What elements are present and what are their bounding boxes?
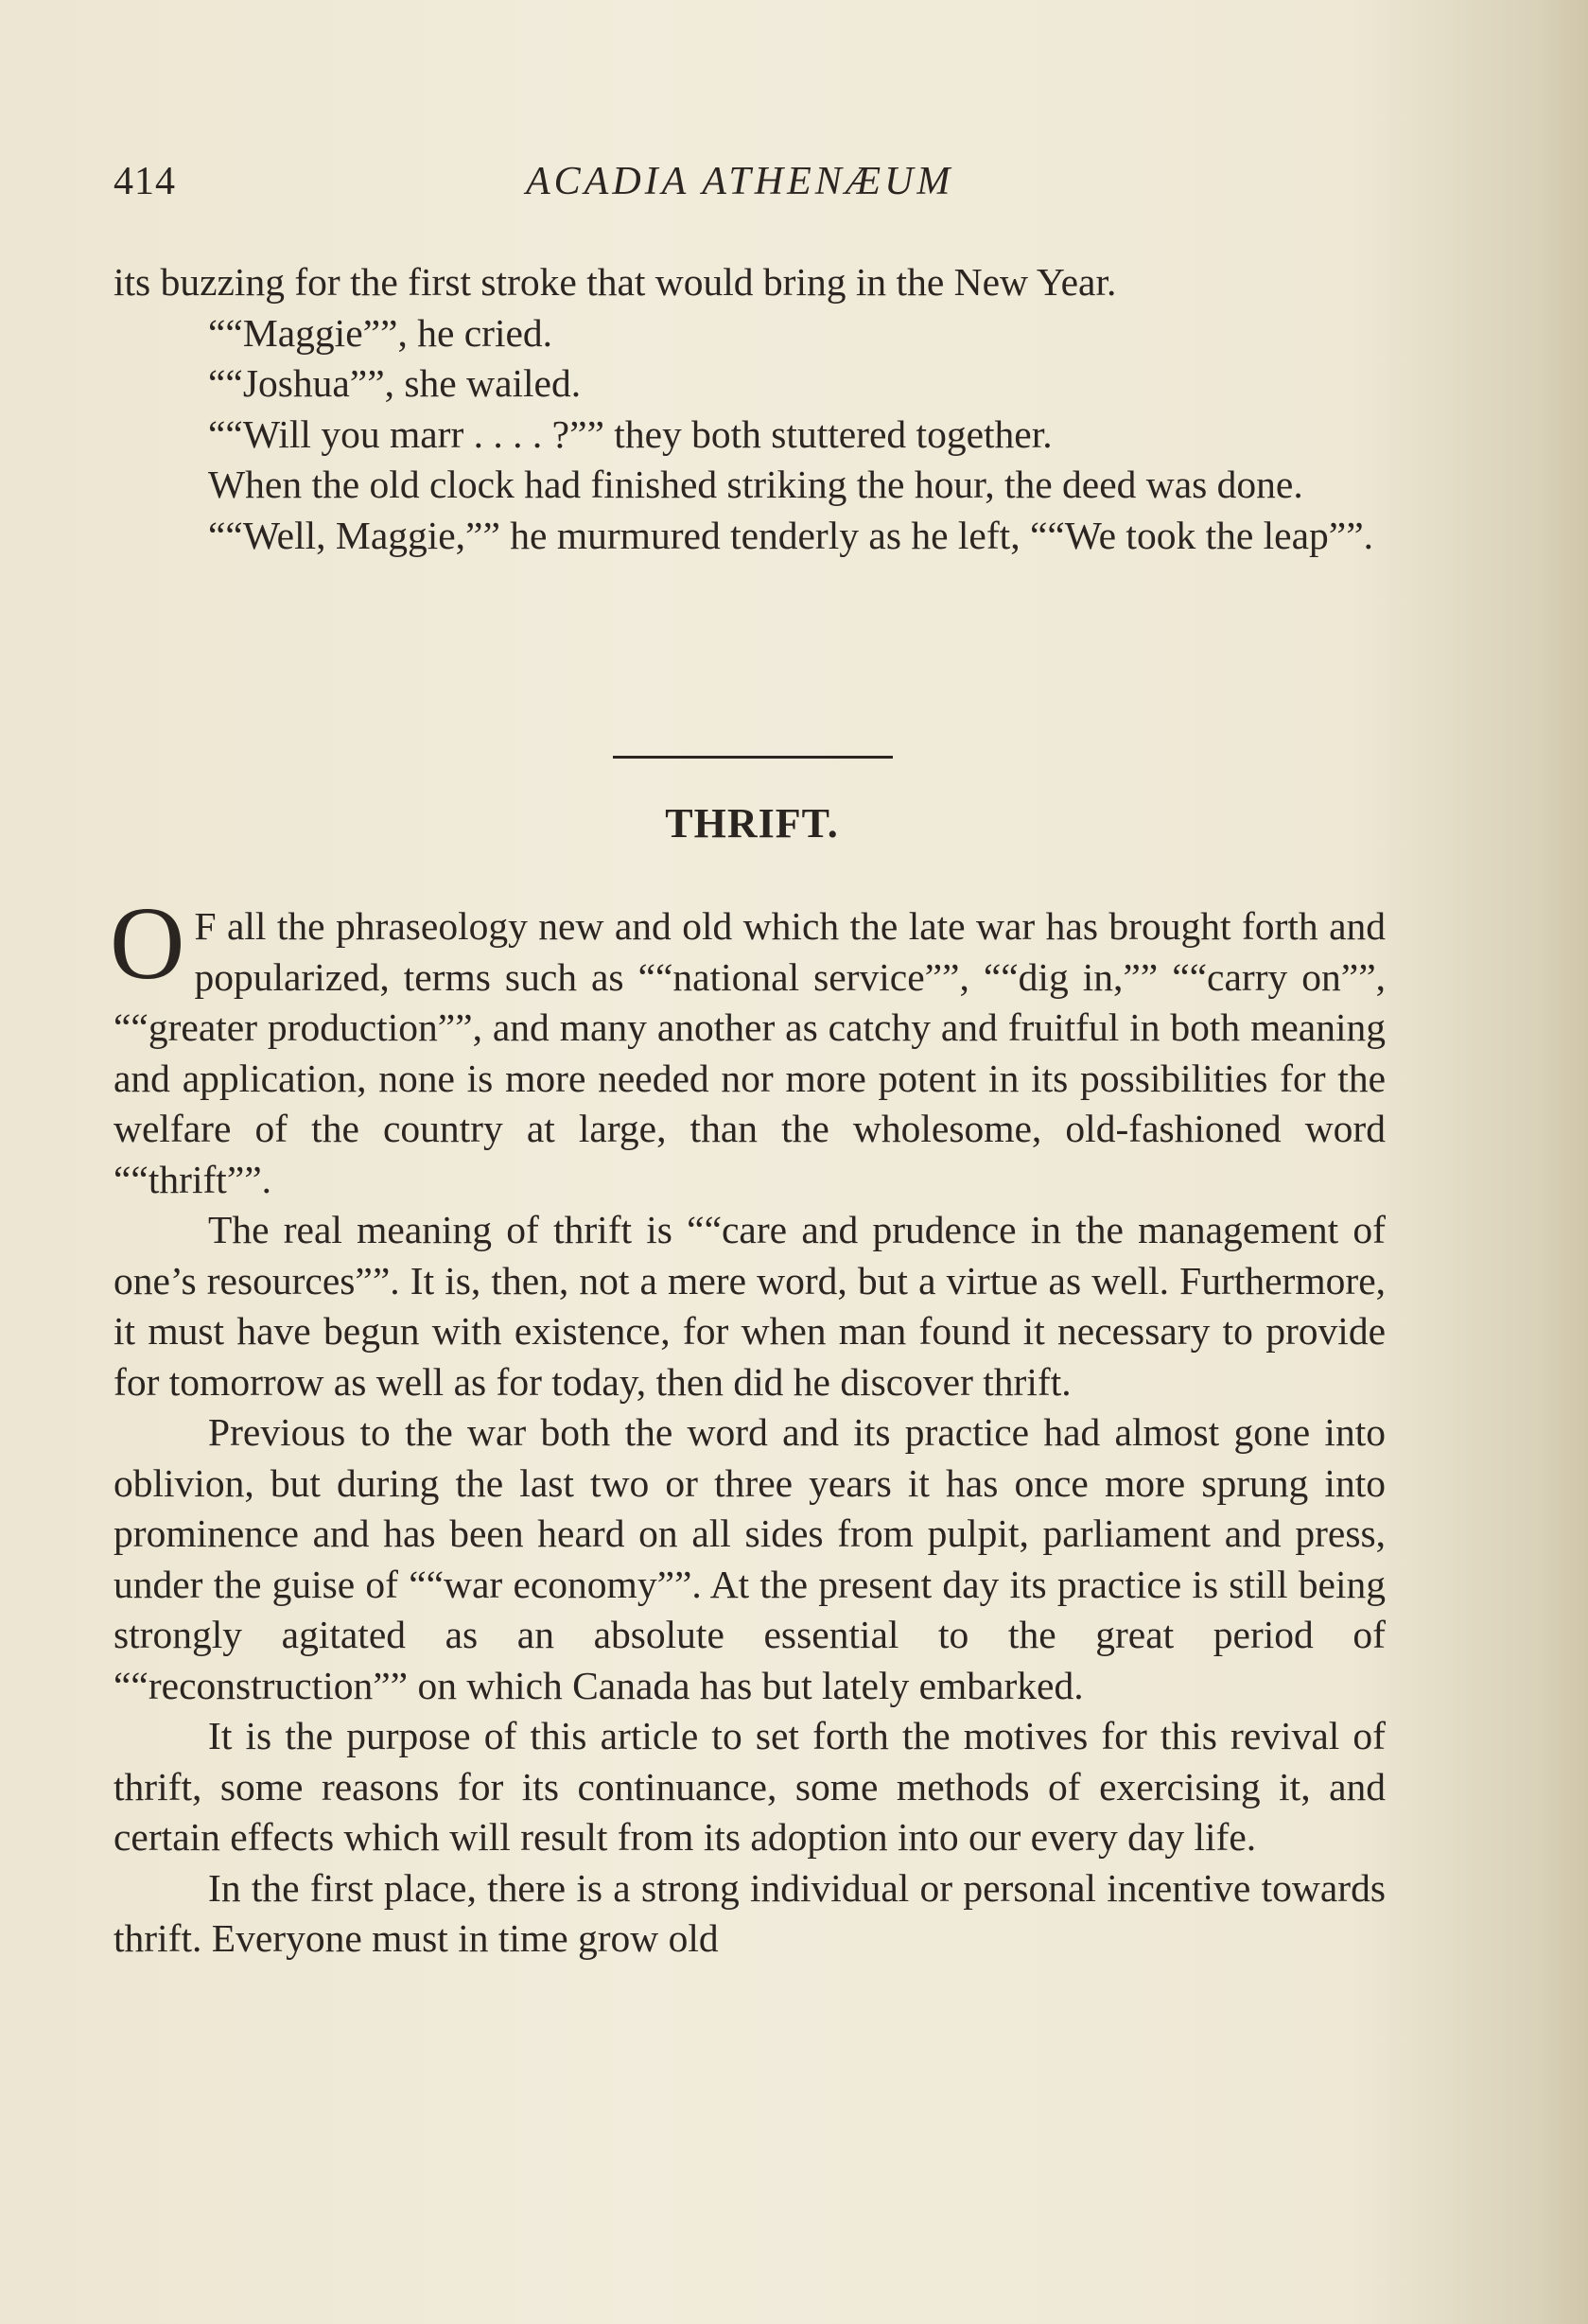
paragraph: The real meaning of thrift is ““care and prudence in the management of one’s resources””. It is, then, not a mere word, but a virtue as well. Furthermore, it must have begun with existence, for when man found it necessary to provide for tomorrow as well as for today, then did he discover thrift.	[113, 1208, 1386, 1404]
running-header	[113, 159, 1381, 216]
drop-cap: O	[110, 885, 185, 1001]
journal-title: ACADIA ATHENÆUM	[526, 160, 954, 203]
paragraph	[110, 885, 1386, 1205]
paragraph: its buzzing for the first stroke that would bring in the New Year.	[113, 260, 1117, 304]
paragraph: ““Joshua””, she wailed.	[208, 361, 582, 405]
paragraph: ““Maggie””, he cried.	[208, 310, 553, 355]
paragraph: ““Well, Maggie,”” he murmured tenderly as he left, ““We took the leap””.	[208, 513, 1373, 557]
paragraph: ““Will you marr . . . . ?”” they both stuttered together.	[208, 411, 1053, 456]
paragraph: It is the purpose of this article to set forth the motives for this revival of thrift, some reasons for its continuance, some methods of exercising it, and certain effects which will result from its adoption into our every day life.	[113, 1714, 1386, 1859]
paragraph-text: F all the phraseology new and old which the late war has brought forth and popularized, terms such as ““national service””, ““dig in,”” ““carry on””, ““greater production””, and many another as catchy and fruitful in both meaning and application, none is more needed nor more potent in its possibilities for the welfare of the country at large, than the wholesome, old-fashioned word ““thrift””.	[113, 904, 1386, 1201]
paragraph: When the old clock had finished striking the hour, the deed was done.	[208, 463, 1303, 506]
paragraph: Previous to the war both the word and its practice had almost gone into oblivion, but during the last two or three years it has once more sprung into prominence and has been heard on all sides from pulpit, parliament and press, under the guise of ““war economy””. At the present day its practice is still being strongly agitated as an absolute essential to the great period of ““reconstruction”” on which Canada has but lately embarked.	[113, 1410, 1386, 1707]
page-number: 414	[113, 160, 176, 203]
article-title: THRIFT.	[665, 800, 839, 847]
story-conclusion	[113, 257, 1386, 561]
article-body	[110, 885, 1386, 1965]
section-divider	[613, 756, 893, 759]
paragraph: In the first place, there is a strong individual or personal incentive towards thrift. Everyone must in time grow old	[113, 1865, 1386, 1960]
